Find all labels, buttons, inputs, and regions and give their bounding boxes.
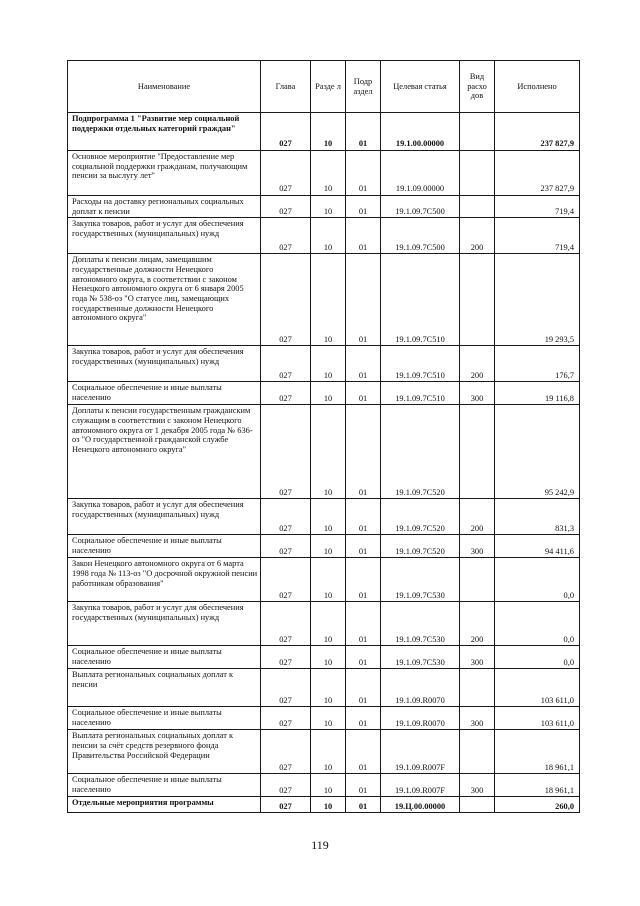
row-target: 19.1.09.7C530: [381, 602, 460, 646]
row-target: 19.1.09.7C530: [381, 558, 460, 602]
header-executed: Исполнено: [495, 61, 580, 113]
row-podrazdel: 01: [346, 151, 381, 196]
row-razdel: 10: [311, 558, 346, 602]
row-target: 19.1.09.7C520: [381, 499, 460, 535]
table-row: [68, 382, 580, 405]
row-amount: 103 611,0: [495, 669, 580, 707]
row-glava: 027: [261, 254, 311, 346]
table-row: [68, 113, 580, 151]
row-name: Выплата региональных социальных доплат к пенсии за счёт средств резервного фонда Правительства Российской Федерации: [68, 730, 261, 774]
row-name: Подпрограмма 1 "Развитие мер социальной поддержки отдельных категорий граждан": [68, 113, 261, 151]
row-amount: 19 116,8: [495, 382, 580, 405]
row-glava: 027: [261, 730, 311, 774]
row-vid: [460, 797, 495, 813]
table-row: [68, 535, 580, 558]
row-podrazdel: 01: [346, 535, 381, 558]
row-razdel: 10: [311, 218, 346, 254]
row-vid: 300: [460, 707, 495, 730]
row-name: Доплаты к пенсии лицам, замещавшим государственные должности Ненецкого автономного округа, в соответствии с законом Ненецкого автономного округа от 6 января 2005 года № 538-оз "О статусе лиц, замещающих государственные должности Ненецкого автономного округа": [68, 254, 261, 346]
row-amount: 831,3: [495, 499, 580, 535]
row-amount: 0,0: [495, 602, 580, 646]
row-name: Расходы на доставку региональных социальных доплат к пенсии: [68, 196, 261, 218]
row-amount: 18 961,1: [495, 774, 580, 797]
row-name: Социальное обеспечение и иные выплаты населению: [68, 707, 261, 730]
row-podrazdel: 01: [346, 797, 381, 813]
row-name: Отдельные мероприятия программы: [68, 797, 261, 813]
row-glava: 027: [261, 499, 311, 535]
row-glava: 027: [261, 346, 311, 382]
row-vid: 200: [460, 499, 495, 535]
row-name: Закупка товаров, работ и услуг для обеспечения государственных (муниципальных) нужд: [68, 602, 261, 646]
row-amount: 260,0: [495, 797, 580, 813]
header-target: Целевая статья: [381, 61, 460, 113]
row-podrazdel: 01: [346, 602, 381, 646]
row-razdel: 10: [311, 382, 346, 405]
row-vid: 300: [460, 774, 495, 797]
row-razdel: 10: [311, 602, 346, 646]
table-row: [68, 196, 580, 218]
row-glava: 027: [261, 646, 311, 669]
table-row: [68, 730, 580, 774]
row-podrazdel: 01: [346, 254, 381, 346]
row-podrazdel: 01: [346, 196, 381, 218]
row-glava: 027: [261, 797, 311, 813]
row-razdel: 10: [311, 254, 346, 346]
header-glava: Глава: [261, 61, 311, 113]
row-razdel: 10: [311, 646, 346, 669]
row-razdel: 10: [311, 669, 346, 707]
row-vid: [460, 254, 495, 346]
row-podrazdel: 01: [346, 113, 381, 151]
row-razdel: 10: [311, 113, 346, 151]
row-name: Социальное обеспечение и иные выплаты населению: [68, 774, 261, 797]
row-glava: 027: [261, 669, 311, 707]
header-vid: Вид расхо дов: [460, 61, 495, 113]
row-name: Социальное обеспечение и иные выплаты населению: [68, 646, 261, 669]
header-name: Наименование: [68, 61, 261, 113]
row-vid: [460, 151, 495, 196]
row-vid: 200: [460, 602, 495, 646]
row-vid: 300: [460, 382, 495, 405]
row-vid: [460, 730, 495, 774]
row-vid: 300: [460, 535, 495, 558]
page-number: 119: [311, 838, 329, 852]
row-glava: 027: [261, 602, 311, 646]
row-amount: 19 293,5: [495, 254, 580, 346]
row-target: 19.Ц.00.00000: [381, 797, 460, 813]
row-vid: [460, 196, 495, 218]
row-razdel: 10: [311, 797, 346, 813]
row-target: 19.1.09.00000: [381, 151, 460, 196]
table-header-row: [68, 61, 580, 113]
row-razdel: 10: [311, 535, 346, 558]
row-podrazdel: 01: [346, 382, 381, 405]
row-podrazdel: 01: [346, 774, 381, 797]
row-name: Доплаты к пенсии государственным гражданским служащим в соответствии с законом Ненецкого автономного округа от 1 декабря 2005 года № 636-оз "О государственной гражданской службе Ненецкого автономного округа": [68, 405, 261, 499]
row-amount: 103 611,0: [495, 707, 580, 730]
row-glava: 027: [261, 774, 311, 797]
table-body: [68, 113, 580, 813]
table-row: [68, 151, 580, 196]
row-name: Социальное обеспечение и иные выплаты населению: [68, 382, 261, 405]
row-glava: 027: [261, 382, 311, 405]
table-row: [68, 405, 580, 499]
row-target: 19.1.09.7C520: [381, 405, 460, 499]
row-vid: [460, 558, 495, 602]
row-razdel: 10: [311, 730, 346, 774]
row-razdel: 10: [311, 405, 346, 499]
row-target: 19.1.09.7C510: [381, 254, 460, 346]
row-amount: 237 827,9: [495, 113, 580, 151]
row-amount: 0,0: [495, 646, 580, 669]
row-razdel: 10: [311, 196, 346, 218]
row-target: 19.1.00.00000: [381, 113, 460, 151]
row-podrazdel: 01: [346, 499, 381, 535]
row-vid: 200: [460, 218, 495, 254]
row-razdel: 10: [311, 774, 346, 797]
row-target: 19.1.09.7C510: [381, 382, 460, 405]
table-row: [68, 669, 580, 707]
header-podrazdel: Подр аздел: [346, 61, 381, 113]
row-glava: 027: [261, 113, 311, 151]
row-amount: 719,4: [495, 196, 580, 218]
row-name: Закон Ненецкого автономного округа от 6 марта 1998 года № 113-оз "О досрочной окружной пенсии работникам образования": [68, 558, 261, 602]
row-glava: 027: [261, 218, 311, 254]
row-podrazdel: 01: [346, 646, 381, 669]
header-razdel: Разде л: [311, 61, 346, 113]
row-vid: [460, 669, 495, 707]
table-row: [68, 558, 580, 602]
table-row: [68, 346, 580, 382]
row-glava: 027: [261, 535, 311, 558]
table-row: [68, 646, 580, 669]
row-podrazdel: 01: [346, 669, 381, 707]
row-podrazdel: 01: [346, 707, 381, 730]
row-podrazdel: 01: [346, 346, 381, 382]
row-target: 19.1.09.R007F: [381, 774, 460, 797]
row-target: 19.1.09.7C530: [381, 646, 460, 669]
row-amount: 176,7: [495, 346, 580, 382]
table-row: [68, 797, 580, 813]
row-target: 19.1.09.7C500: [381, 218, 460, 254]
table-row: [68, 218, 580, 254]
row-glava: 027: [261, 405, 311, 499]
row-name: Закупка товаров, работ и услуг для обеспечения государственных (муниципальных) нужд: [68, 499, 261, 535]
row-target: 19.1.09.7C500: [381, 196, 460, 218]
row-amount: 95 242,9: [495, 405, 580, 499]
row-amount: 237 827,9: [495, 151, 580, 196]
row-vid: [460, 113, 495, 151]
row-vid: 200: [460, 346, 495, 382]
row-target: 19.1.09.R007F: [381, 730, 460, 774]
row-razdel: 10: [311, 707, 346, 730]
row-target: 19.1.09.R0070: [381, 669, 460, 707]
row-podrazdel: 01: [346, 558, 381, 602]
table-row: [68, 499, 580, 535]
row-name: Закупка товаров, работ и услуг для обеспечения государственных (муниципальных) нужд: [68, 218, 261, 254]
row-target: 19.1.09.7C510: [381, 346, 460, 382]
row-glava: 027: [261, 151, 311, 196]
table-row: [68, 254, 580, 346]
row-razdel: 10: [311, 346, 346, 382]
row-glava: 027: [261, 558, 311, 602]
row-glava: 027: [261, 196, 311, 218]
row-razdel: 10: [311, 499, 346, 535]
row-amount: 0,0: [495, 558, 580, 602]
row-amount: 18 961,1: [495, 730, 580, 774]
row-amount: 94 411,6: [495, 535, 580, 558]
row-podrazdel: 01: [346, 405, 381, 499]
row-vid: 300: [460, 646, 495, 669]
row-glava: 027: [261, 707, 311, 730]
row-name: Закупка товаров, работ и услуг для обеспечения государственных (муниципальных) нужд: [68, 346, 261, 382]
table-row: [68, 707, 580, 730]
row-vid: [460, 405, 495, 499]
row-podrazdel: 01: [346, 730, 381, 774]
table-row: [68, 602, 580, 646]
row-name: Выплата региональных социальных доплат к пенсии: [68, 669, 261, 707]
row-amount: 719,4: [495, 218, 580, 254]
row-podrazdel: 01: [346, 218, 381, 254]
row-target: 19.1.09.7C520: [381, 535, 460, 558]
row-razdel: 10: [311, 151, 346, 196]
row-name: Основное мероприятие "Предоставление мер социальной поддержки гражданам, получающим пенсии за выслугу лет": [68, 151, 261, 196]
row-target: 19.1.09.R0070: [381, 707, 460, 730]
row-name: Социальное обеспечение и иные выплаты населению: [68, 535, 261, 558]
table-row: [68, 774, 580, 797]
budget-table: [67, 60, 580, 813]
